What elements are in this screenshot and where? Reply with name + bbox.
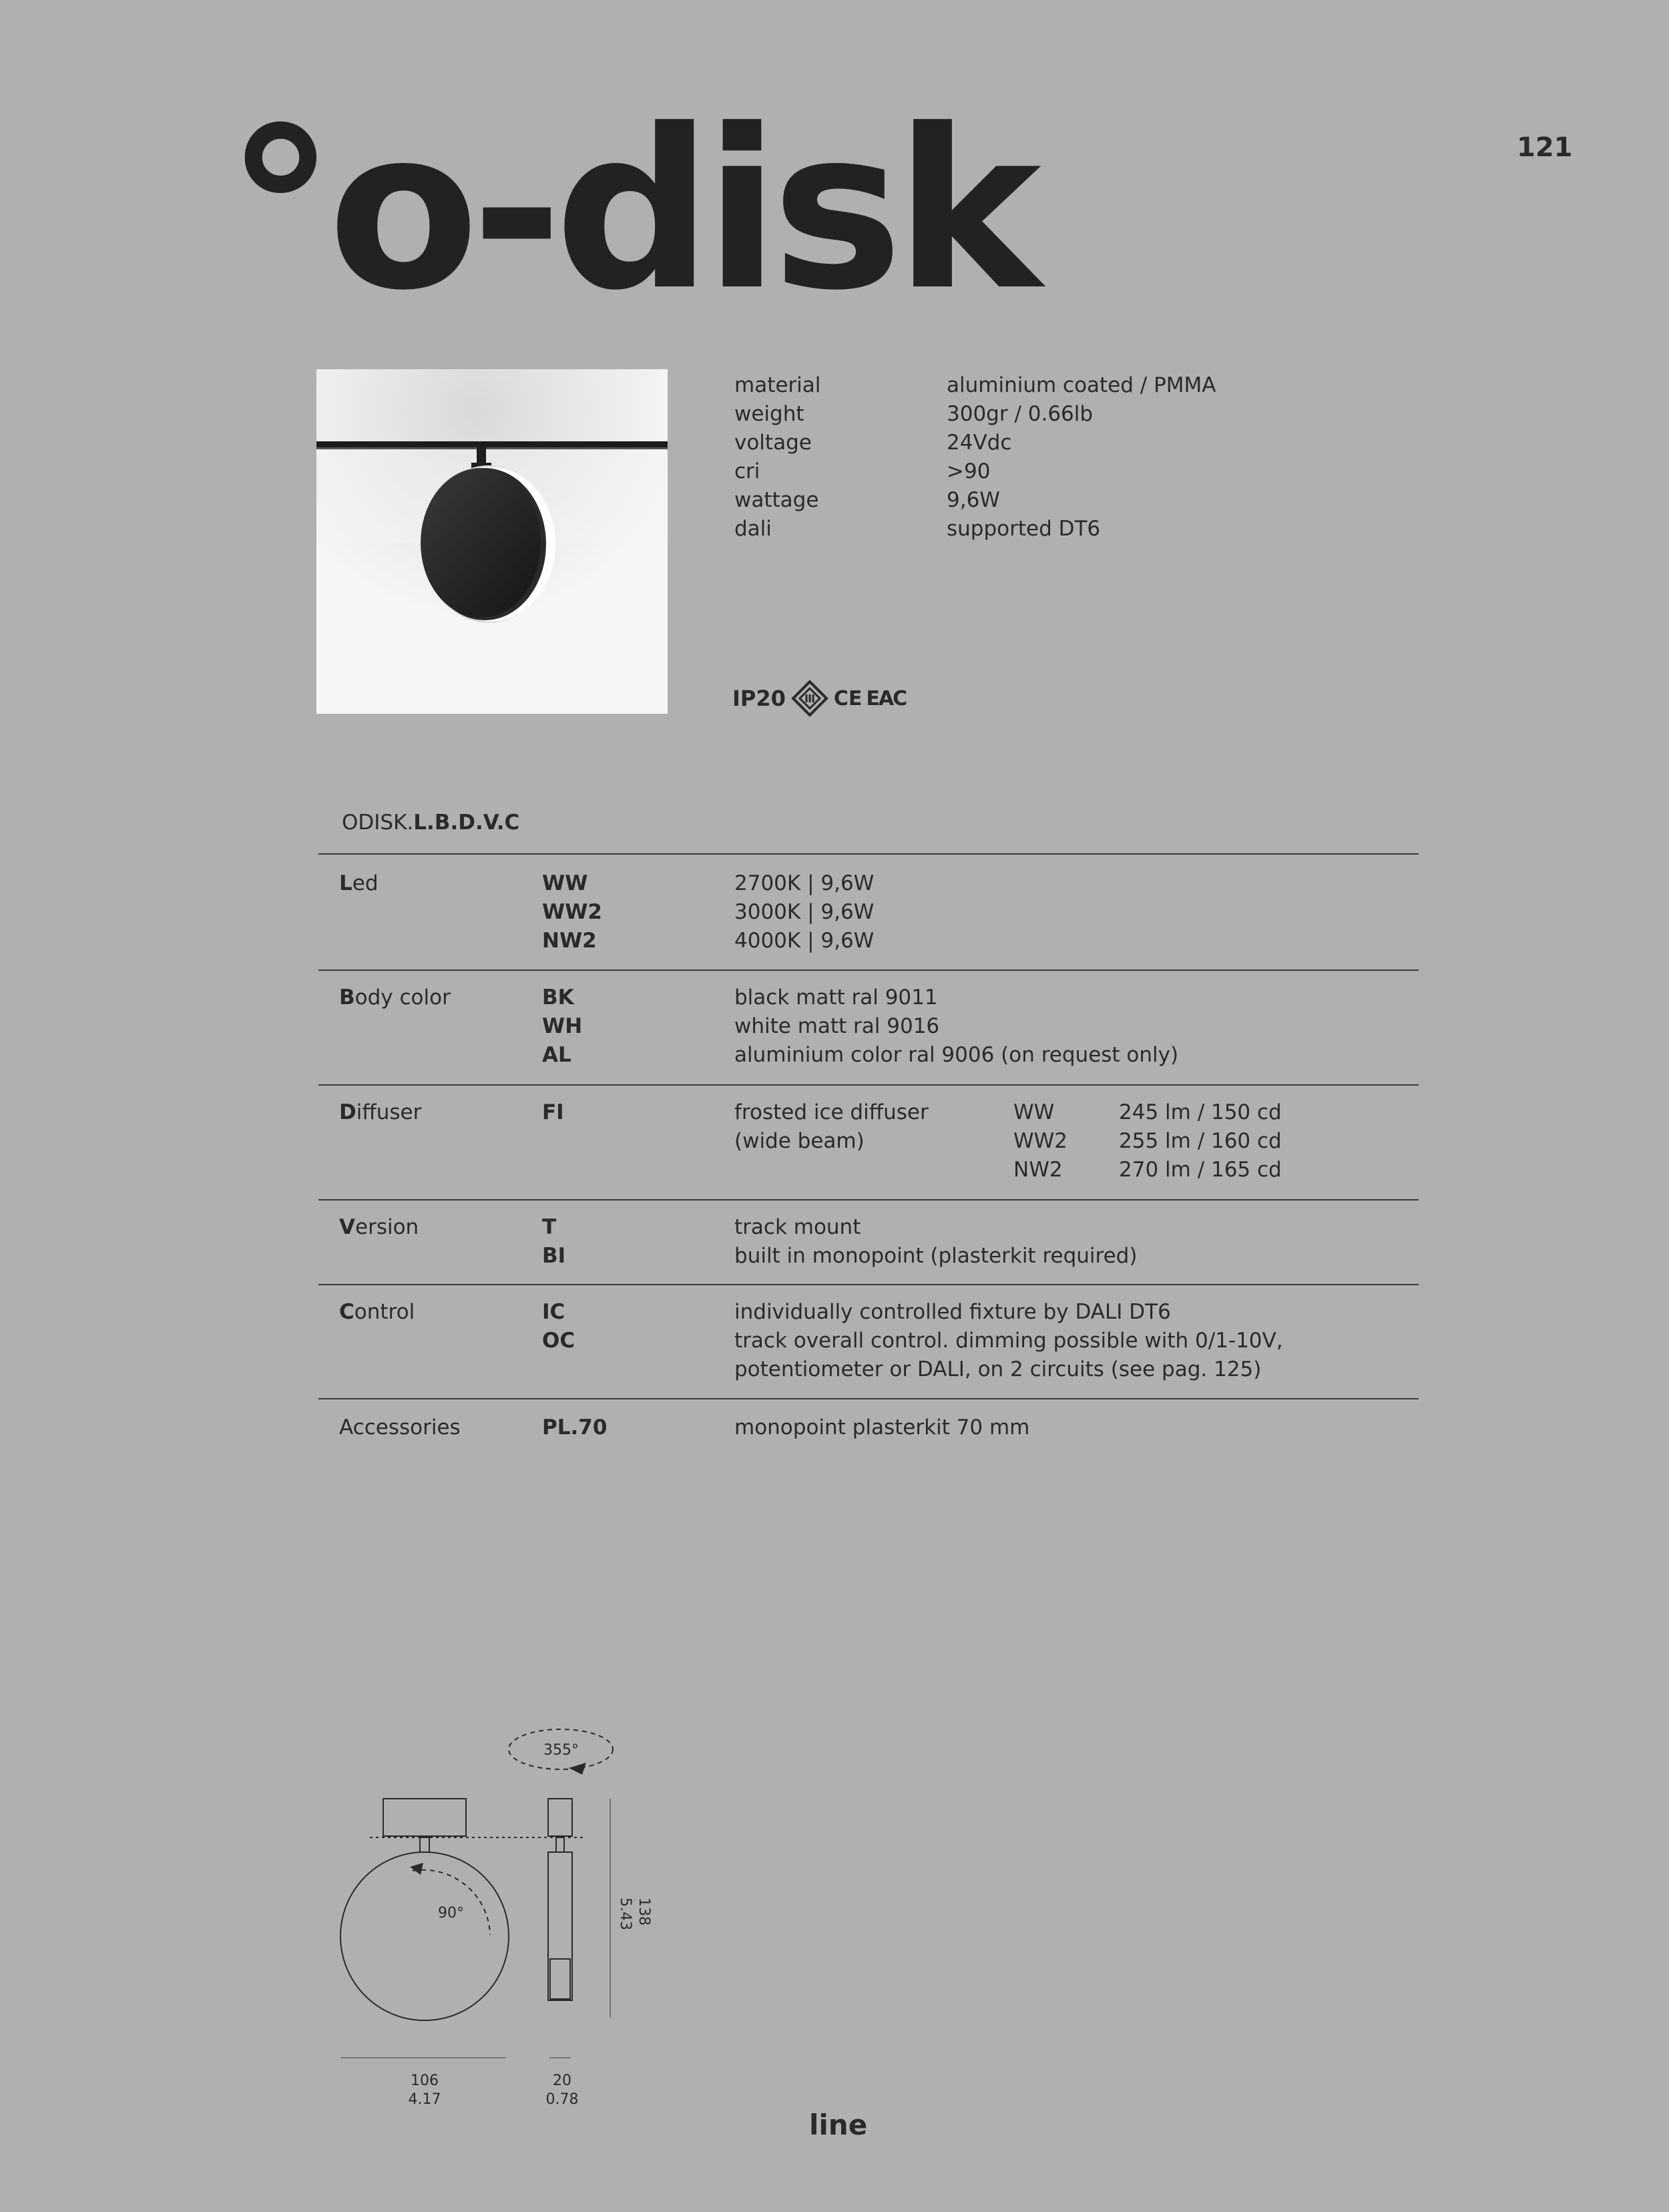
spec-value: supported DT6 xyxy=(947,517,1101,541)
spec-label: wattage xyxy=(734,488,819,512)
option-code: BI xyxy=(542,1244,566,1268)
option-name-rest: iffuser xyxy=(356,1100,422,1124)
option-name-rest: ody color xyxy=(354,985,451,1010)
option-code: WH xyxy=(542,1014,583,1038)
option-desc: (wide beam) xyxy=(734,1129,865,1153)
divider xyxy=(318,853,1419,855)
option-code: FI xyxy=(542,1100,564,1124)
product-photo-illustration xyxy=(316,369,668,714)
output-value: 245 lm / 150 cd xyxy=(1119,1100,1282,1124)
technical-drawing-lines xyxy=(327,1716,674,2117)
option-desc: 3000K | 9,6W xyxy=(734,900,875,924)
option-code: NW2 xyxy=(542,929,597,953)
product-photo xyxy=(316,369,668,714)
option-desc: frosted ice diffuser xyxy=(734,1100,929,1124)
option-code: WW2 xyxy=(542,900,602,924)
front-disk xyxy=(340,1852,509,2020)
option-desc: 2700K | 9,6W xyxy=(734,871,875,895)
option-name-rest: ed xyxy=(352,871,379,895)
option-codes xyxy=(542,1413,607,1442)
output-code: WW2 xyxy=(1013,1129,1068,1153)
spec-label: dali xyxy=(734,517,772,541)
spec-row-cri xyxy=(734,457,1216,486)
option-desc: built in monopoint (plasterkit required) xyxy=(734,1244,1138,1268)
option-desc: black matt ral 9011 xyxy=(734,985,938,1010)
spec-row-wattage xyxy=(734,486,1216,515)
width-mm-label: 106 xyxy=(411,2072,439,2089)
depth-in-label: 0.78 xyxy=(545,2091,579,2108)
option-name: Accessories xyxy=(339,1415,461,1440)
tilt-arrow-icon xyxy=(410,1863,423,1875)
option-descriptions xyxy=(734,1098,929,1156)
option-name xyxy=(339,869,379,898)
output-code: WW xyxy=(1013,1100,1055,1124)
spec-label: voltage xyxy=(734,431,812,455)
height-mm-label: 5.43 xyxy=(617,1898,634,1930)
option-code: BK xyxy=(542,985,574,1010)
option-codes xyxy=(542,1213,565,1271)
option-desc: monopoint plasterkit 70 mm xyxy=(734,1415,1030,1440)
page-number: 121 xyxy=(1517,132,1573,163)
option-name-initial: L xyxy=(339,871,352,895)
output-codes xyxy=(1013,1098,1067,1184)
divider xyxy=(318,1199,1419,1200)
spec-row-dali xyxy=(734,515,1216,543)
option-descriptions xyxy=(734,869,874,955)
spec-value: 24Vdc xyxy=(947,431,1012,455)
side-stem xyxy=(556,1837,564,1852)
divider xyxy=(318,1398,1419,1399)
product-code xyxy=(342,811,519,835)
side-mount-block xyxy=(548,1799,572,1836)
option-name-rest: ersion xyxy=(355,1215,419,1239)
option-desc: individually controlled fixture by DALI DT6 xyxy=(734,1300,1171,1324)
output-value: 270 lm / 165 cd xyxy=(1119,1158,1282,1182)
option-desc: aluminium color ral 9006 (on request only) xyxy=(734,1043,1179,1067)
option-desc: track overall control. dimming possible with 0/1-10V, xyxy=(734,1329,1283,1353)
spec-value: 9,6W xyxy=(947,488,1000,512)
front-stem xyxy=(420,1837,429,1852)
option-code: IC xyxy=(542,1300,565,1324)
spec-value: aluminium coated / PMMA xyxy=(947,373,1216,397)
option-name-rest: ontrol xyxy=(354,1300,415,1324)
class-iii-icon xyxy=(791,680,828,717)
ce-mark: CE xyxy=(833,686,863,710)
output-value: 255 lm / 160 cd xyxy=(1119,1129,1282,1153)
technical-drawing xyxy=(327,1716,674,2117)
option-desc: white matt ral 9016 xyxy=(734,1014,940,1038)
option-name-initial: B xyxy=(339,985,355,1010)
option-name xyxy=(339,1098,421,1127)
rotation-vertical-label: 90° xyxy=(438,1905,464,1922)
output-values xyxy=(1119,1098,1282,1184)
option-codes xyxy=(542,1298,575,1355)
option-code: OC xyxy=(542,1329,575,1353)
option-descriptions xyxy=(734,1413,1029,1442)
spec-label: weight xyxy=(734,402,804,426)
spec-label: cri xyxy=(734,459,760,483)
option-name xyxy=(339,1213,419,1242)
spec-row-weight xyxy=(734,400,1216,429)
option-name xyxy=(339,1298,415,1327)
spec-row-voltage xyxy=(734,429,1216,457)
option-code: WW xyxy=(542,871,588,895)
depth-mm-label: 20 xyxy=(553,2072,571,2089)
divider xyxy=(318,1284,1419,1285)
option-code: PL.70 xyxy=(542,1415,608,1440)
option-descriptions xyxy=(734,1213,1137,1271)
option-desc: track mount xyxy=(734,1215,861,1239)
divider xyxy=(318,969,1419,971)
spec-value: 300gr / 0.66lb xyxy=(947,402,1094,426)
width-in-label: 4.17 xyxy=(408,2091,441,2108)
ip-rating: IP20 xyxy=(732,686,786,711)
output-code: NW2 xyxy=(1013,1158,1063,1182)
option-codes xyxy=(542,1098,564,1127)
option-codes xyxy=(542,869,602,955)
option-desc: potentiometer or DALI, on 2 circuits (see pag. 125) xyxy=(734,1357,1262,1381)
option-code: T xyxy=(542,1215,557,1239)
spec-label: material xyxy=(734,373,821,397)
page-title: °o-disk xyxy=(226,82,1033,339)
spec-row-material xyxy=(734,371,1216,400)
height-in-label: 138 xyxy=(636,1898,652,1926)
option-name-initial: C xyxy=(339,1300,354,1324)
option-name-initial: V xyxy=(339,1215,355,1239)
divider xyxy=(318,1084,1419,1086)
spec-value: >90 xyxy=(947,459,991,483)
footer-collection-name: line xyxy=(809,2109,868,2141)
rotation-arrow-icon xyxy=(569,1763,586,1775)
front-mount-block xyxy=(383,1799,466,1836)
option-code: AL xyxy=(542,1043,571,1067)
side-diffuser xyxy=(550,1959,570,1999)
product-code-prefix: ODISK. xyxy=(342,811,414,835)
option-desc: 4000K | 9,6W xyxy=(734,929,875,953)
side-body xyxy=(548,1852,572,2000)
option-name-initial: D xyxy=(339,1100,356,1124)
tilt-arc xyxy=(413,1870,490,1935)
certification-marks xyxy=(732,680,906,717)
option-descriptions xyxy=(734,1298,1283,1384)
eac-mark: EAC xyxy=(866,686,907,710)
product-code-suffix: L.B.D.V.C xyxy=(413,811,520,835)
rotation-horizontal-label: 355° xyxy=(543,1742,579,1759)
option-name xyxy=(339,983,451,1012)
option-descriptions xyxy=(734,983,1178,1070)
spec-list xyxy=(734,371,1216,543)
option-codes xyxy=(542,983,582,1070)
